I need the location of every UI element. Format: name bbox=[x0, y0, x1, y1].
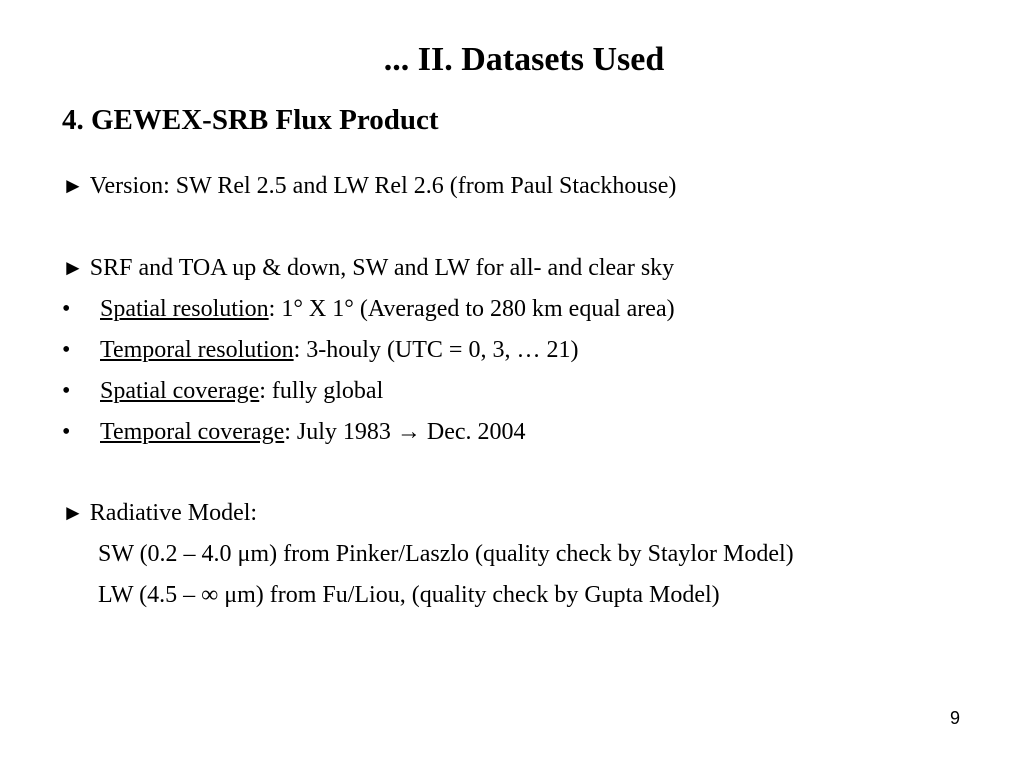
section-heading: 4. GEWEX-SRB Flux Product bbox=[62, 104, 439, 136]
bullet-term: Temporal resolution bbox=[100, 337, 294, 363]
bullet-dot-icon: • bbox=[62, 419, 71, 445]
bullet-term: Spatial coverage bbox=[100, 378, 260, 404]
bullet-value: : 3-houly (UTC = 0, 3, … 21) bbox=[293, 337, 579, 363]
bullet-spatial-coverage bbox=[100, 375, 383, 407]
arrow-bullet-icon: ► bbox=[62, 500, 84, 525]
bullet-spatial-resolution bbox=[100, 293, 675, 325]
model-lw-line: LW (4.5 – ∞ μm) from Fu/Liou, (quality check by Gupta Model) bbox=[98, 582, 720, 608]
arrow-bullet-icon: ► bbox=[62, 173, 84, 198]
model-sw-line: SW (0.2 – 4.0 μm) from Pinker/Laszlo (quality check by Staylor Model) bbox=[98, 541, 794, 567]
fluxes-line bbox=[62, 252, 674, 284]
model-heading: Radiative Model: bbox=[89, 500, 258, 526]
page-number: 9 bbox=[950, 708, 961, 728]
bullet-value: : 1° X 1° (Averaged to 280 km equal area) bbox=[268, 296, 675, 322]
fluxes-text: SRF and TOA up & down, SW and LW for all- and clear sky bbox=[89, 255, 675, 281]
version-line bbox=[62, 170, 676, 202]
bullet-dot-icon: • bbox=[62, 378, 71, 404]
bullet-dot-icon: • bbox=[62, 296, 71, 322]
model-heading-line bbox=[62, 497, 257, 529]
bullet-term: Spatial resolution bbox=[100, 296, 269, 322]
version-text: Version: SW Rel 2.5 and LW Rel 2.6 (from Paul Stackhouse) bbox=[89, 173, 677, 199]
bullet-temporal-resolution bbox=[100, 334, 578, 366]
bullet-dot-icon: • bbox=[62, 337, 71, 363]
bullet-value: : July 1983 → Dec. 2004 bbox=[284, 419, 526, 445]
bullet-temporal-coverage bbox=[100, 416, 526, 448]
bullet-value: : fully global bbox=[259, 378, 384, 404]
bullet-term: Temporal coverage bbox=[100, 419, 285, 445]
slide-title: ... II. Datasets Used bbox=[383, 41, 665, 78]
arrow-bullet-icon: ► bbox=[62, 255, 84, 280]
